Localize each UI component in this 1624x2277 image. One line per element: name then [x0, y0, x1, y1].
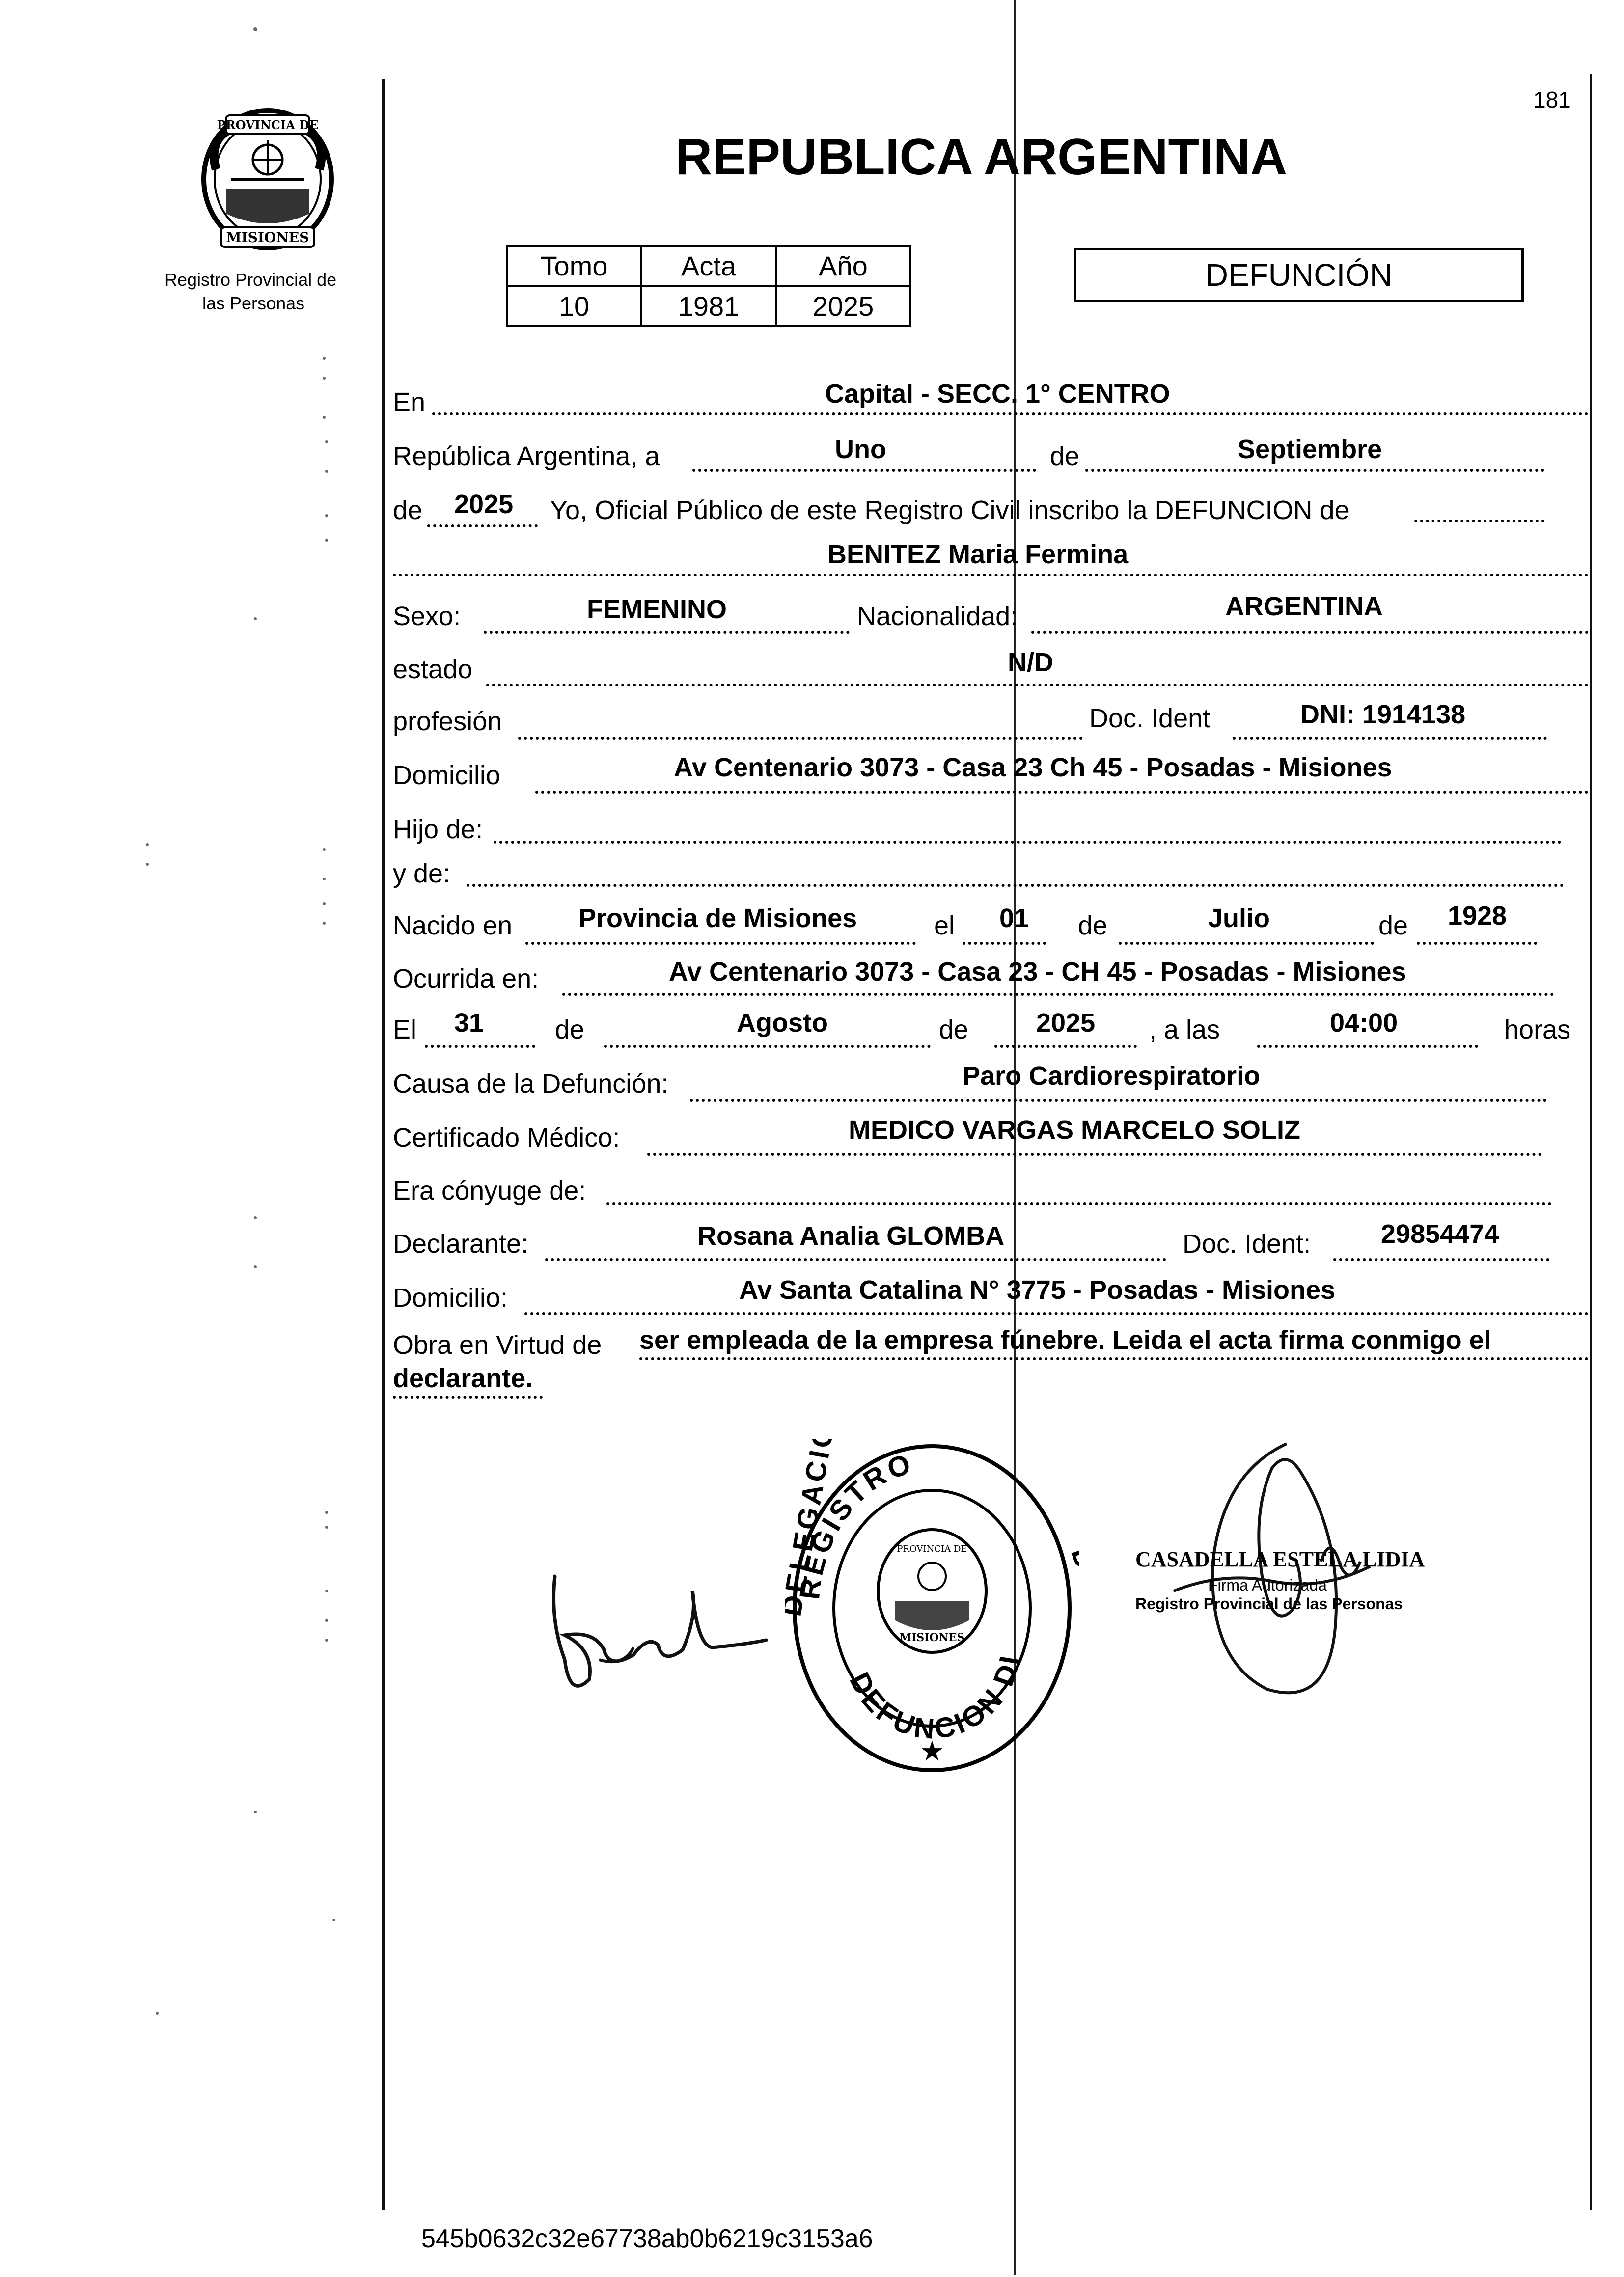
value-nacionalidad: ARGENTINA	[1225, 592, 1383, 621]
label-sexo: Sexo:	[393, 602, 461, 631]
label-el-cap: El	[393, 1015, 417, 1044]
underline-def-dia	[425, 1045, 535, 1048]
value-def-anio: 2025	[1036, 1008, 1096, 1038]
underline-nac-mes	[1119, 942, 1374, 945]
page-title: REPUBLICA ARGENTINA	[675, 129, 1288, 186]
seal-inner-bottom: DEFUNCION DI	[843, 1651, 1027, 1746]
record-type: DEFUNCIÓN	[1205, 257, 1393, 293]
label-de-1: de	[1050, 441, 1080, 471]
label-republica-a: República Argentina, a	[393, 441, 660, 471]
underline-certificado	[647, 1153, 1542, 1156]
record-table-value-row	[507, 286, 910, 326]
underline-declarante-doc	[1333, 1258, 1549, 1261]
underline-declarante-domicilio	[524, 1312, 1589, 1315]
label-de-2: de	[393, 495, 423, 525]
value-ocurrida-en: Av Centenario 3073 - Casa 23 - CH 45 - Posadas - Misiones	[669, 957, 1406, 987]
document-hash: 545b0632c32e67738ab0b6219c3153a6	[421, 2224, 873, 2253]
value-dia-inscripcion: Uno	[835, 435, 886, 464]
underline-hora	[1257, 1045, 1478, 1048]
record-table-header-row	[507, 246, 910, 286]
value-declarante-domicilio: Av Santa Catalina N° 3775 - Posadas - Misiones	[739, 1275, 1336, 1305]
value-doc: DNI: 1914138	[1300, 700, 1466, 729]
value-nac-anio: 1928	[1448, 901, 1507, 931]
official-office: Registro Provincial de las Personas	[1135, 1595, 1403, 1613]
underline-dia-inscripcion	[692, 469, 1036, 472]
underline-mes-inscripcion	[1085, 469, 1544, 472]
label-a-las: , a las	[1149, 1015, 1220, 1044]
seal-ring-top: REGISTRO	[793, 1447, 917, 1601]
table-value-anio: 2025	[776, 286, 910, 326]
table-value-tomo: 10	[507, 286, 641, 326]
label-causa: Causa de la Defunción:	[393, 1069, 669, 1098]
value-hora: 04:00	[1330, 1008, 1398, 1038]
underline-profesion	[518, 737, 1083, 740]
label-profesion: profesión	[393, 707, 502, 736]
value-causa: Paro Cardiorespiratorio	[963, 1061, 1261, 1091]
label-de-4: de	[1378, 911, 1408, 940]
underline-def-mes	[604, 1045, 931, 1048]
label-ocurrida-en: Ocurrida en:	[393, 964, 539, 993]
value-sexo: FEMENINO	[587, 595, 727, 624]
value-anio-inscripcion: 2025	[454, 490, 514, 519]
registry-name-line1: Registro Provincial de	[165, 270, 337, 290]
label-domicilio-2: Domicilio:	[393, 1283, 508, 1313]
label-conyuge: Era cónyuge de:	[393, 1176, 586, 1206]
underline-obra-line2	[393, 1396, 543, 1399]
value-def-mes: Agosto	[737, 1008, 828, 1038]
underline-nacido-en	[525, 942, 916, 945]
registry-name-line2: las Personas	[202, 293, 305, 313]
underline-y-de	[467, 884, 1564, 887]
svg-text:★: ★	[919, 1735, 945, 1767]
label-de-6: de	[939, 1015, 969, 1044]
declarant-signature	[535, 1562, 810, 1719]
label-y-de: y de:	[393, 859, 451, 888]
underline-anio-inscripcion	[427, 524, 538, 527]
value-declarante: Rosana Analia GLOMBA	[697, 1221, 1005, 1251]
value-certificado: MEDICO VARGAS MARCELO SOLIZ	[849, 1115, 1301, 1145]
record-table	[506, 245, 911, 327]
label-domicilio: Domicilio	[393, 761, 501, 790]
value-def-dia: 31	[454, 1008, 484, 1038]
official-role: Firma Autorizada	[1208, 1576, 1327, 1594]
seal-ring-left: DELEGACIÓN	[785, 1439, 845, 1619]
underline-nac-anio	[1417, 942, 1537, 945]
value-nac-mes: Julio	[1208, 904, 1270, 933]
value-obra-line2: declarante.	[393, 1364, 533, 1393]
scan-specks	[0, 0, 373, 2275]
value-domicilio: Av Centenario 3073 - Casa 23 Ch 45 - Posadas - Misiones	[674, 753, 1392, 782]
underline-ocurrida-en	[562, 993, 1554, 996]
underline-doc-ident	[1233, 737, 1547, 740]
table-header-tomo: Tomo	[507, 246, 641, 286]
underline-estado	[486, 684, 1589, 686]
left-margin-rule	[382, 79, 385, 2210]
province-emblem	[196, 106, 339, 253]
label-doc-ident: Doc. Ident	[1089, 704, 1211, 733]
label-obra-en-virtud: Obra en Virtud de	[393, 1330, 602, 1360]
underline-nacionalidad	[1031, 631, 1589, 634]
table-header-acta: Acta	[641, 246, 776, 286]
label-nacionalidad: Nacionalidad:	[857, 602, 1018, 631]
underline-conyuge	[606, 1202, 1552, 1205]
label-el: el	[934, 911, 955, 940]
label-de-5: de	[555, 1015, 585, 1044]
value-nac-dia: 01	[999, 904, 1029, 933]
record-type-box	[1074, 248, 1524, 302]
underline-obra-line1	[639, 1357, 1589, 1360]
label-estado: estado	[393, 655, 473, 684]
value-estado: N/D	[1008, 648, 1053, 677]
table-header-anio: Año	[776, 246, 910, 286]
underline-lugar	[432, 412, 1589, 415]
official-seal	[785, 1439, 1079, 1778]
underline-sexo	[484, 631, 850, 634]
label-en: En	[393, 387, 426, 417]
underline-def-anio	[994, 1045, 1137, 1048]
value-mes-inscripcion: Septiembre	[1238, 435, 1382, 464]
right-margin-rule	[1590, 74, 1592, 2210]
emblem-text-top: PROVINCIA DE	[217, 118, 319, 132]
page-number: 181	[1533, 87, 1571, 112]
value-lugar: Capital - SECC. 1° CENTRO	[825, 379, 1170, 409]
seal-inner-top: PROVINCIA DE	[897, 1544, 967, 1554]
seal-ring-right: DE	[1065, 1542, 1079, 1597]
underline-nac-dia	[963, 942, 1046, 945]
underline-end-row3	[1414, 520, 1544, 522]
label-doc-ident-2: Doc. Ident:	[1183, 1229, 1311, 1259]
emblem-text-bottom: MISIONES	[226, 229, 309, 246]
label-yo-oficial: Yo, Oficial Público de este Registro Civil inscribo la DEFUNCION de	[550, 495, 1349, 525]
underline-declarante	[545, 1258, 1166, 1261]
label-declarante: Declarante:	[393, 1229, 529, 1259]
label-nacido-en: Nacido en	[393, 911, 513, 940]
label-horas: horas	[1504, 1015, 1571, 1044]
seal-inner-name: MISIONES	[899, 1631, 965, 1644]
value-nacido-en: Provincia de Misiones	[578, 904, 857, 933]
value-obra-line1: ser empleada de la empresa fúnebre. Leida el acta firma conmigo el	[639, 1325, 1491, 1355]
underline-causa	[690, 1099, 1547, 1102]
label-de-3: de	[1078, 911, 1108, 940]
underline-nombre	[393, 574, 1589, 576]
underline-domicilio	[535, 791, 1589, 794]
label-certificado: Certificado Médico:	[393, 1123, 620, 1152]
value-nombre: BENITEZ Maria Fermina	[827, 540, 1129, 569]
official-name: CASADELLA ESTELA LIDIA	[1135, 1547, 1425, 1571]
table-value-acta: 1981	[641, 286, 776, 326]
value-declarante-doc: 29854474	[1381, 1219, 1499, 1249]
label-hijo-de: Hijo de:	[393, 815, 483, 844]
underline-hijo-de	[494, 841, 1562, 844]
